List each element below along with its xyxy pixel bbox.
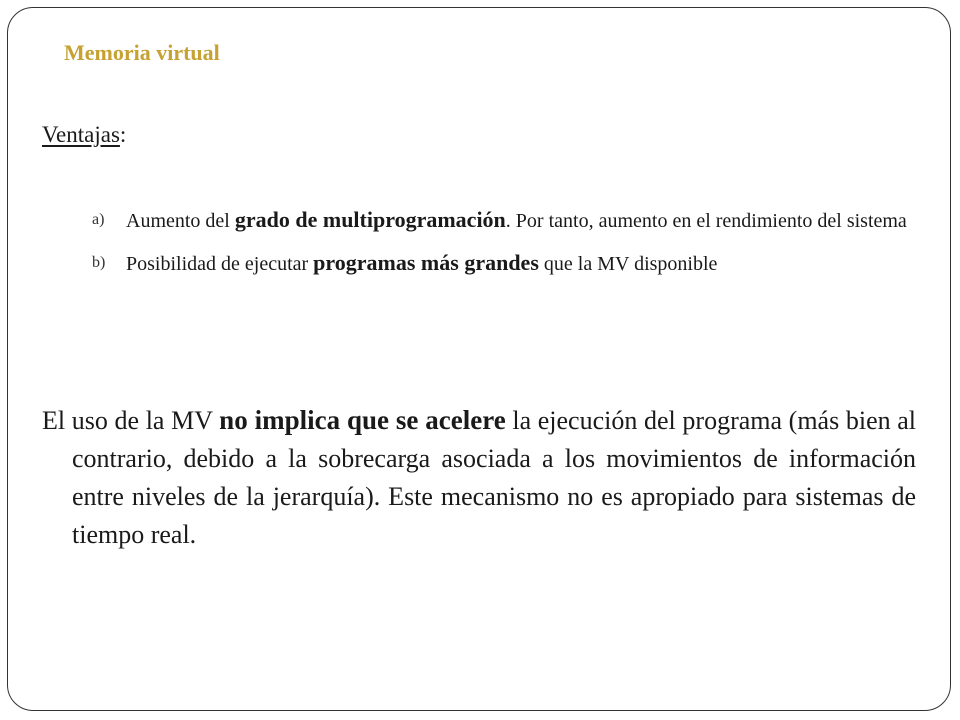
list-marker: a) bbox=[92, 211, 105, 228]
list-item-text-end: que la MV disponible bbox=[538, 253, 718, 275]
slide-frame bbox=[7, 7, 951, 711]
slide-title: Memoria virtual bbox=[64, 40, 220, 65]
note-paragraph bbox=[42, 401, 916, 554]
list-item bbox=[92, 206, 916, 235]
advantages-list bbox=[92, 206, 916, 292]
list-item bbox=[92, 249, 916, 278]
list-item-emphasis: grado de multiprogramación bbox=[234, 207, 506, 232]
note-text-end: la ejecución del programa (más bien al contrario, debido a la sobrecarga asociada a los movimientos de información entre niveles de la jerarquía). Este mecanismo no es apropiado para sistemas de tiempo real. bbox=[72, 406, 917, 549]
list-item-emphasis: programas más grandes bbox=[313, 250, 539, 275]
subheading-colon: : bbox=[119, 122, 127, 147]
list-item-text: Posibilidad de ejecutar bbox=[126, 253, 314, 275]
list-item-text-end: . Por tanto, aumento en el rendimiento del sistema bbox=[505, 210, 907, 232]
note-text: El uso de la MV bbox=[42, 406, 220, 435]
section-subheading bbox=[42, 122, 126, 148]
list-marker: b) bbox=[92, 254, 106, 271]
subheading-label: Ventajas bbox=[42, 122, 120, 147]
list-item-text: Aumento del bbox=[126, 210, 235, 232]
note-emphasis: no implica que se acelere bbox=[219, 405, 506, 435]
